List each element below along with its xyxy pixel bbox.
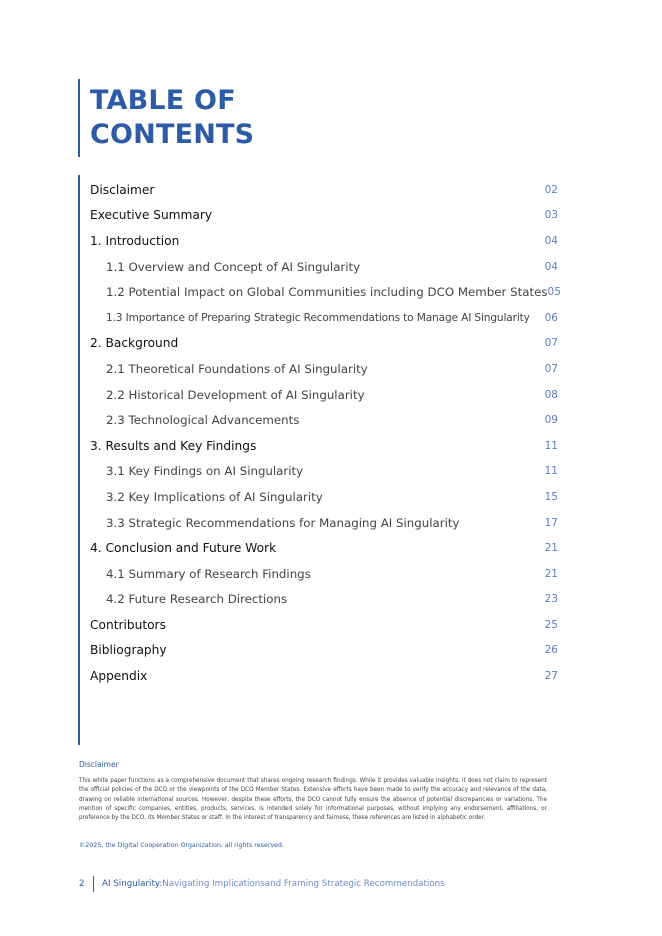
toc-entry-background[interactable]: [90, 331, 558, 357]
toc-page: 21: [544, 567, 558, 580]
toc-page: 04: [544, 260, 558, 273]
toc-page: 25: [544, 618, 558, 631]
toc-entry-results[interactable]: [90, 433, 558, 459]
toc-entry-2-2[interactable]: [90, 382, 558, 408]
toc-entry-2-3[interactable]: [90, 407, 558, 433]
toc-label: 2. Background: [90, 336, 179, 351]
toc-entry-introduction[interactable]: [90, 228, 558, 254]
copyright-notice: ©2025, the Digital Cooperation Organization, all rights reserved.: [79, 842, 284, 849]
title-line-2: CONTENTS: [90, 119, 255, 150]
toc-label: Appendix: [90, 669, 148, 684]
toc-entry-4-2[interactable]: [90, 587, 558, 613]
toc-entry-disclaimer[interactable]: [90, 177, 558, 203]
toc-page: 09: [544, 414, 558, 427]
toc-entry-3-2[interactable]: [90, 484, 558, 510]
toc-entry-executive-summary[interactable]: [90, 203, 558, 229]
toc-label: 3.1 Key Findings on AI Singularity: [106, 464, 304, 479]
toc-entry-1-2[interactable]: [90, 279, 561, 305]
toc-page: 06: [544, 311, 558, 324]
toc-label: 3.3 Strategic Recommendations for Managing AI Singularity: [106, 515, 460, 530]
toc-entry-contributors[interactable]: [90, 612, 558, 638]
toc-entry-2-1[interactable]: [90, 356, 558, 382]
toc-label: Executive Summary: [90, 208, 213, 223]
toc-label: 2.1 Theoretical Foundations of AI Singularity: [106, 361, 368, 376]
footer-doc-subtitle: Navigating Implicationsand Framing Strategic Recommendations: [162, 879, 445, 889]
toc-entry-1-3[interactable]: [90, 305, 558, 331]
footer-page-number: 2: [79, 879, 85, 889]
toc-page: 23: [544, 593, 558, 606]
disclaimer-heading: Disclaimer: [79, 760, 119, 769]
disclaimer-body: This white paper functions as a comprehensive document that shares ongoing research findings. While it provides valuable insights, it does not claim to represent the official policies of the DCO or the viewpoints of the DCO Member States. Extensive efforts have been made to verify the accuracy and relevance of the data, drawing on reliable international sources. However, despite these efforts, the DCO cannot fully ensure the absence of potential discrepancies or variations. The mention of specific companies, entities, products, services, is intended solely for informational purposes, without implying any endorsement, affiliations, or preference by the DCO, its Member States or staff. In the interest of transparency and fairness, these references are listed in alphabetic order.: [79, 778, 547, 822]
footer-doc-title: AI Singularity:: [102, 879, 163, 889]
title-accent-bar: [78, 79, 80, 157]
toc-label: 1. Introduction: [90, 233, 180, 248]
toc-page: 08: [544, 388, 558, 401]
toc-page: 11: [544, 439, 558, 452]
toc-page: 27: [544, 670, 558, 683]
toc-label: Contributors: [90, 617, 166, 632]
toc-entry-conclusion[interactable]: [90, 535, 558, 561]
toc-page: 03: [544, 209, 558, 222]
toc-label: Bibliography: [90, 643, 167, 658]
toc-label: 4.2 Future Research Directions: [106, 592, 288, 607]
toc-page: 11: [544, 465, 558, 478]
toc-page: 04: [544, 234, 558, 247]
toc-label: 2.3 Technological Advancements: [106, 413, 300, 428]
toc-label: 1.3 Importance of Preparing Strategic Recommendations to Manage AI Singularity: [106, 311, 530, 324]
table-of-contents: [90, 177, 561, 689]
footer-divider: [93, 876, 94, 892]
toc-label: Disclaimer: [90, 182, 155, 197]
toc-page: 17: [544, 516, 558, 529]
toc-page: 26: [544, 644, 558, 657]
toc-label: 3. Results and Key Findings: [90, 438, 257, 453]
toc-accent-bar: [78, 175, 80, 745]
toc-entry-appendix[interactable]: [90, 663, 558, 689]
toc-page: 21: [544, 542, 558, 555]
toc-label: 2.2 Historical Development of AI Singularity: [106, 387, 365, 402]
toc-entry-3-1[interactable]: [90, 459, 558, 485]
toc-entry-bibliography[interactable]: [90, 638, 558, 664]
toc-label: 1.2 Potential Impact on Global Communities including DCO Member States: [106, 285, 548, 300]
toc-label: 4. Conclusion and Future Work: [90, 541, 277, 556]
toc-page: 02: [544, 183, 558, 196]
toc-label: 1.1 Overview and Concept of AI Singularity: [106, 259, 361, 274]
toc-page: 07: [544, 362, 558, 375]
page-footer: [79, 875, 445, 893]
toc-entry-4-1[interactable]: [90, 561, 558, 587]
page-title: [90, 84, 254, 152]
toc-label: 3.2 Key Implications of AI Singularity: [106, 489, 323, 504]
toc-page: 07: [544, 337, 558, 350]
title-line-1: TABLE OF: [90, 85, 236, 116]
toc-page: 05: [547, 286, 561, 299]
toc-entry-3-3[interactable]: [90, 510, 558, 536]
toc-label: 4.1 Summary of Research Findings: [106, 566, 311, 581]
toc-page: 15: [544, 490, 558, 503]
toc-entry-1-1[interactable]: [90, 254, 558, 280]
